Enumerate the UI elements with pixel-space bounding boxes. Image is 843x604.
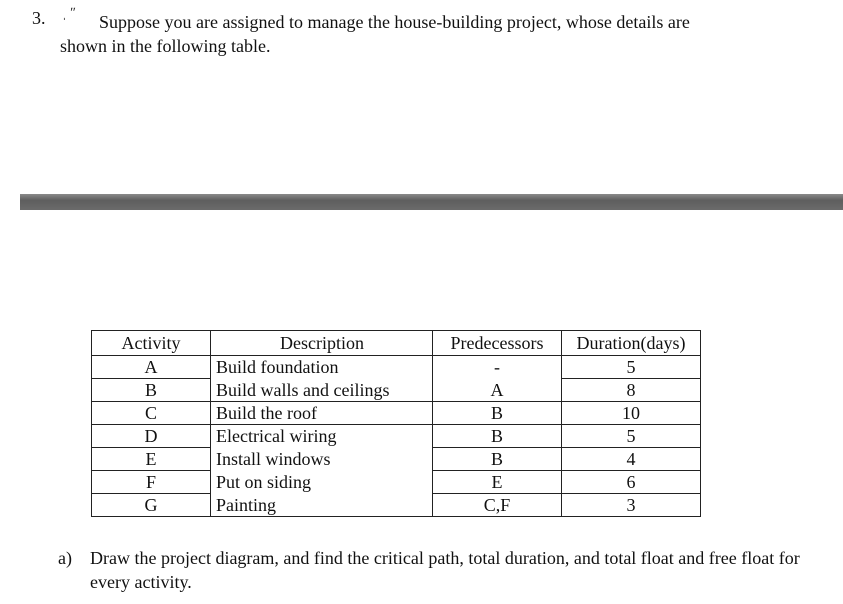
cell-duration: 10 (562, 402, 701, 425)
cell-predecessors: B (433, 448, 562, 471)
cell-duration: 5 (562, 356, 701, 379)
table-row (92, 402, 701, 425)
cell-description: Install windows (211, 448, 433, 471)
cell-duration: 8 (562, 379, 701, 402)
header-duration: Duration(days) (562, 331, 701, 356)
question-text-line2: shown in the following table. (60, 36, 271, 56)
cell-activity: E (92, 448, 211, 471)
cell-duration: 5 (562, 425, 701, 448)
cell-predecessors: C,F (433, 494, 562, 517)
header-description: Description (211, 331, 433, 356)
cell-predecessors: B (433, 402, 562, 425)
cell-predecessors: A (433, 379, 562, 402)
question-text-line1: Suppose you are assigned to manage the house-building project, whose details are (99, 12, 690, 32)
cell-activity: C (92, 402, 211, 425)
cell-duration: 3 (562, 494, 701, 517)
table-row (92, 448, 701, 471)
bracket-marks: ˌ ʺ (62, 6, 76, 21)
table-header-row (92, 331, 701, 356)
table-row (92, 471, 701, 494)
activity-table (91, 330, 701, 517)
cell-description: Build walls and ceilings (211, 379, 433, 402)
part-a (58, 546, 818, 594)
table-row (92, 494, 701, 517)
table-row (92, 379, 701, 402)
page-divider-bar (20, 194, 843, 210)
header-predecessors: Predecessors (433, 331, 562, 356)
cell-activity: B (92, 379, 211, 402)
cell-activity: D (92, 425, 211, 448)
cell-description: Put on siding (211, 471, 433, 494)
cell-predecessors: B (433, 425, 562, 448)
cell-description: Electrical wiring (211, 425, 433, 448)
table-row (92, 356, 701, 379)
cell-predecessors: E (433, 471, 562, 494)
cell-predecessors: - (433, 356, 562, 379)
cell-activity: F (92, 471, 211, 494)
cell-description: Painting (211, 494, 433, 517)
cell-activity: A (92, 356, 211, 379)
header-activity: Activity (92, 331, 211, 356)
cell-description: Build the roof (211, 402, 433, 425)
table-row (92, 425, 701, 448)
cell-activity: G (92, 494, 211, 517)
cell-description: Build foundation (211, 356, 433, 379)
question-text (60, 10, 820, 58)
part-a-text: Draw the project diagram, and find the critical path, total duration, and total float and free float for every activity. (90, 548, 800, 592)
cell-duration: 4 (562, 448, 701, 471)
part-a-label: a) (58, 548, 72, 568)
question-number: 3. (32, 8, 46, 28)
cell-duration: 6 (562, 471, 701, 494)
